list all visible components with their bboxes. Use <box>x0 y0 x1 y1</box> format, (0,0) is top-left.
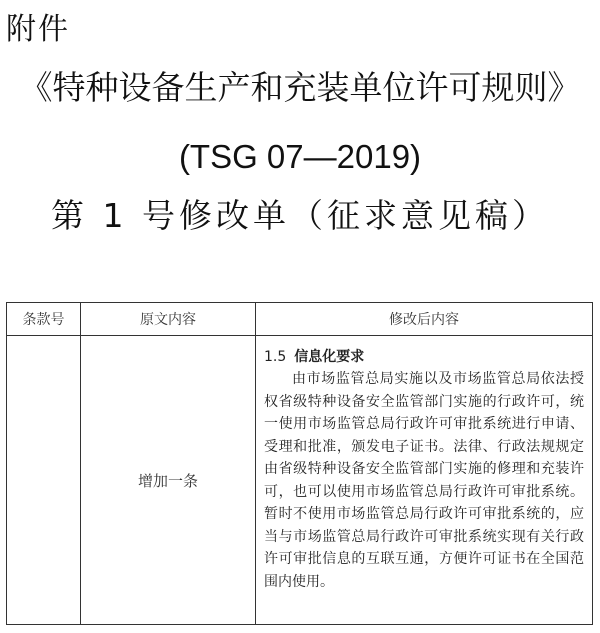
table-row <box>7 336 593 625</box>
header-modified-content: 修改后内容 <box>256 303 593 336</box>
section-heading <box>264 346 584 368</box>
document-title: 《特种设备生产和充装单位许可规则》 <box>19 68 581 107</box>
section-body: 由市场监管总局实施以及市场监管总局依法授权省级特种设备安全监管部门实施的行政许可，统一使用市场监管总局行政许可审批系统进行申请、受理和批准，颁发电子证书。法律、行政法规规定由省级特种设备安全监管部门实施的修理和充装许可，也可以使用市场监管总局行政许可审批系统。暂时不使用市场监管总局行政许可审批系统的，应当与市场监管总局行政许可审批系统实现有关行政许可审批信息的互联互通，方便许可证书在全国范围内使用。 <box>264 371 584 590</box>
modified-content-cell <box>256 336 593 625</box>
table-header-row <box>7 303 593 336</box>
header-clause-number: 条款号 <box>7 303 81 336</box>
header-original-content: 原文内容 <box>81 303 256 336</box>
document-code: (TSG 07—2019) <box>178 138 422 175</box>
original-content-cell: 增加一条 <box>81 336 256 625</box>
attachment-label: 附件 <box>6 12 70 47</box>
amendment-table <box>6 302 593 625</box>
section-number: 1.5 <box>264 349 287 365</box>
amendment-title: 第 1 号修改单（征求意见稿） <box>51 196 549 235</box>
section-title: 信息化要求 <box>294 349 365 365</box>
clause-number-cell <box>7 336 81 625</box>
